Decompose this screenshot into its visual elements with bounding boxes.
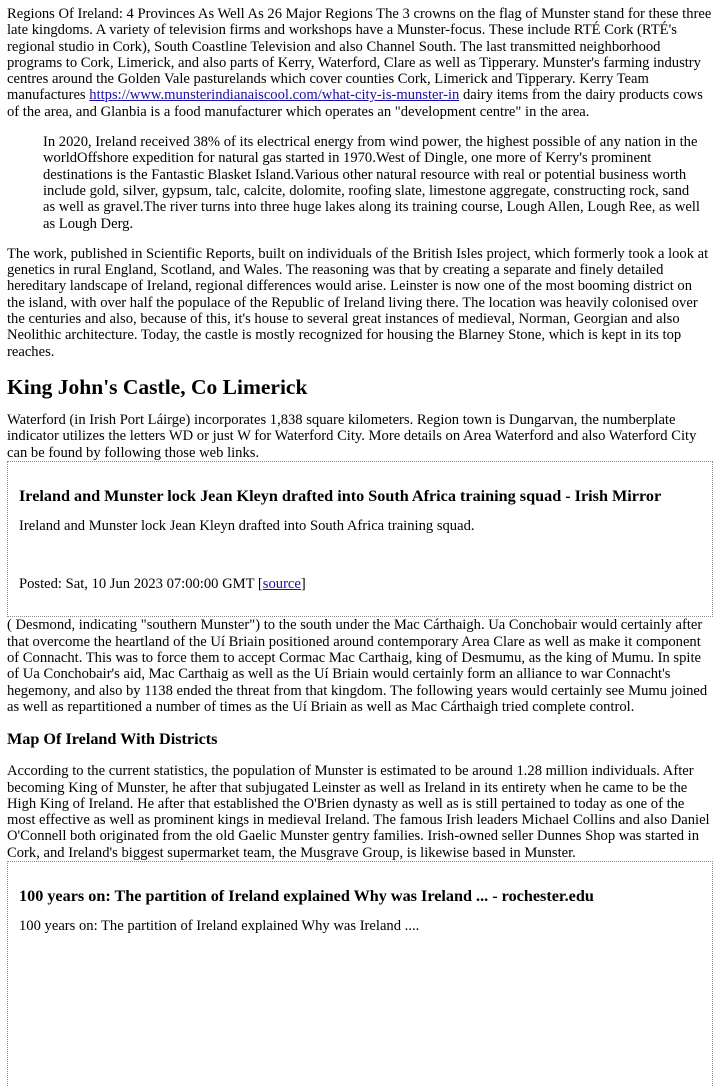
population-paragraph: According to the current statistics, the population of Munster is estimated to be around 1.28 million individuals. After becoming King of Munster, he after that subjugated Leinster as well as Ireland in its entirety when he came to be the High King of Ireland. He after that established the O'Brien dynasty as well as is still pertained to today as one of the most effective as well as prominent kings in medieval Ireland. The famous Irish leaders Michael Collins and also Daniel O'Connell both originated from the old Gaelic Munster gentry families. Irish-owned seller Dunnes Shop was started in Cork, and Ireland's biggest supermarket team, the Musgrave Group, is likewise based in Munster. xyxy=(7,763,710,861)
intro-text-end: dairy items from the dairy products cows of the area, and Glanbia is a food manufacturer which operates an "development centre" in the area. xyxy=(7,87,703,120)
munster-link[interactable]: https://www.munsterindianaiscool.com/what-city-is-munster-in xyxy=(89,87,460,104)
news-posted-line xyxy=(19,576,701,592)
news-description: Ireland and Munster lock Jean Kleyn drafted into South Africa training squad. xyxy=(19,517,475,534)
castle-heading: King John's Castle, Co Limerick xyxy=(7,374,308,399)
map-heading: Map Of Ireland With Districts xyxy=(7,730,218,749)
posted-bracket: ] xyxy=(300,576,306,593)
news-title: 100 years on: The partition of Ireland explained Why was Ireland ... - rochester.edu xyxy=(19,886,594,905)
news-card-irish-mirror xyxy=(7,461,713,618)
news-card-rochester xyxy=(7,861,713,1086)
news-title: Ireland and Munster lock Jean Kleyn drafted into South Africa training squad - Irish Mirror xyxy=(19,486,662,505)
quote-text: In 2020, Ireland received 38% of its electrical energy from wind power, the highest possible of any nation in the worldOffshore expedition for natural gas started in 1970.West of Dingle, one more of Kerry's prominent destinations is the Fantastic Blasket Island.Various other natural resource with real or potential business worth include gold, silver, gypsum, talc, calcite, dolomite, roofing slate, limestone aggregate, constructing rock, sand as well as gravel.The river turns into three huge lakes along its training course, Lough Allen, Lough Ree, as well as Lough Derg. xyxy=(43,134,700,232)
intro-paragraph xyxy=(7,6,713,120)
waterford-paragraph: Waterford (in Irish Port Láirge) incorporates 1,838 square kilometers. Region town is Dungarvan, the numberplate indicator utilizes the letters WD or just W for Waterford City. More details on Area Waterford and also Waterford City can be found by following those web links. xyxy=(7,411,697,461)
source-link[interactable]: source xyxy=(262,576,301,593)
posted-date: Posted: Sat, 10 Jun 2023 07:00:00 GMT [ xyxy=(19,576,263,593)
wind-power-quote xyxy=(43,134,705,232)
intro-text-start: Regions Of Ireland: 4 Provinces As Well As 26 Major Regions The 3 crowns on the flag of Munster stand for these three late kingdoms. A variety of television firms and workshops have a Munster-focus. These include RTÉ Cork (RTÉ's regional studio in Cork), South Coastline Television and also Channel South. The last transmitted neighborhood programs to Cork, Limerick, and also parts of Kerry, Waterford, Clare as well as Tipperary. Munster's farming industry centres around the Golden Vale pasturelands which cover counties Cork, Limerick and Tipperary. Kerry Team manufactures xyxy=(7,6,712,104)
desmond-paragraph: ( Desmond, indicating "southern Munster") to the south under the Mac Cárthaigh. Ua Conchobair would certainly after that overcome the heartland of the Uí Briain positioned around contemporary Area Clare as well as make it component of Connacht. This was to force them to accept Cormac Mac Carthaig, king of Desmumu, as the king of Mumu. In spite of Ua Conchobair's aid, Mac Carthaig as well as the Uí Briain would certainly form an alliance to war Connacht's hegemony, and also by 1138 ended the threat from that kingdom. The following years would certainly see Mumu joined as well as repartitioned a number of times as the Uí Briain as well as Mac Cárthaigh tried complete control. xyxy=(7,617,708,715)
news-description: 100 years on: The partition of Ireland explained Why was Ireland .... xyxy=(19,917,420,934)
genetics-paragraph: The work, published in Scientific Reports, built on individuals of the British Isles project, which formerly took a look at genetics in rural England, Scotland, and Wales. The reasoning was that by creating a separate and finely detailed hereditary landscape of Ireland, regional differences would arise. Leinster is now one of the most booming district on the island, with over half the populace of the Republic of Ireland living there. The location was heavily colonised over the centuries and also, because of this, it's house to several great instances of medieval, Norman, Georgian and also Neolithic architecture. Today, the castle is mostly recognized for housing the Blarney Stone, which is kept in its top reaches. xyxy=(7,245,709,360)
